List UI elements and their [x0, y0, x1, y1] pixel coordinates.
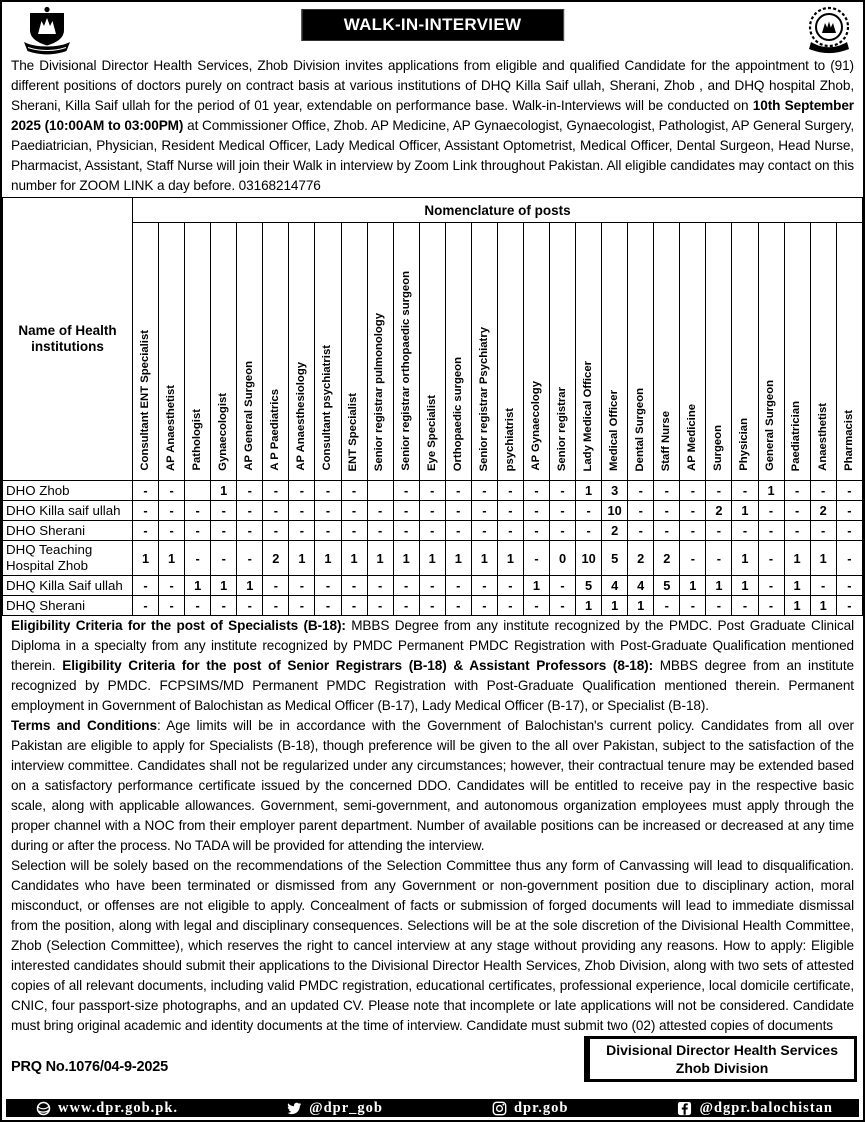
post-column-header — [497, 223, 523, 481]
post-count-cell: - — [497, 521, 523, 541]
institution-name: DHO Killa saif ullah — [3, 501, 133, 521]
post-count-cell: - — [706, 541, 732, 576]
post-count-cell: - — [445, 521, 471, 541]
post-count-cell: - — [836, 521, 862, 541]
post-count-cell: 1 — [185, 576, 211, 596]
post-count-cell: 5 — [602, 541, 628, 576]
post-count-cell: 1 — [732, 541, 758, 576]
post-count-cell: 1 — [445, 541, 471, 576]
post-count-cell: - — [471, 521, 497, 541]
post-count-cell: - — [654, 501, 680, 521]
post-column-header — [706, 223, 732, 481]
post-count-cell: - — [289, 501, 315, 521]
post-column-header — [159, 223, 185, 481]
post-count-cell: - — [680, 501, 706, 521]
post-count-cell: - — [237, 596, 263, 616]
post-count-cell: 2 — [654, 541, 680, 576]
social-bar-item — [36, 1100, 178, 1117]
post-count-cell: 4 — [602, 576, 628, 596]
post-count-cell: - — [419, 576, 445, 596]
signature-line-2: Zhob Division — [675, 1060, 769, 1076]
social-handle: dpr.gob — [513, 1099, 569, 1116]
post-column-header — [550, 223, 576, 481]
government-crest-logo-icon — [16, 6, 78, 61]
post-column-label: Consultant ENT Specialist — [138, 330, 151, 471]
post-count-cell: 1 — [367, 541, 393, 576]
post-count-cell: - — [159, 596, 185, 616]
post-count-cell: - — [784, 501, 810, 521]
institution-name: DHO Zhob — [3, 481, 133, 501]
post-column-label: Anaesthetist — [816, 403, 829, 471]
post-column-label: Pathologist — [191, 409, 203, 471]
facebook-icon — [677, 1101, 692, 1116]
post-count-cell: 1 — [628, 596, 654, 616]
text-run: Selection will be solely based on the recommendations of the Selection Committee thus any form of Canvassing will lead to disqualification. Candidates who have been terminated or dismissed from any Government or non-government position due to disciplinary action, moral misconduct, or offenses are not eligible to apply. Concealment of facts or submission of forged documents will lead to immediate dismissal from the position, along with legal and disciplinary consequences. Selections will be at the sole discretion of the Divisional Health Committee, Zhob (Selection Committee), which reserves the right to cancel interview at any stage without providing any reasons. How to apply: Eligible interested candidates should submit their applications to the Divisional Director Health Services, Zhob Division, along with two sets of attested copies of all relevant documents, including valid PMDC registration, educational certificates, professional experience, local domicile certificate, CNIC, four passport-size photographs, and an updated CV. Please note that incomplete or late applications will not be considered. Candidate must bring original academic and identity documents at the time of interview. Candidate must submit two (02) attested copies of documents — [11, 858, 854, 1033]
post-count-cell: - — [263, 521, 289, 541]
instagram-icon — [492, 1101, 507, 1116]
post-column-header — [185, 223, 211, 481]
post-column-header — [419, 223, 445, 481]
post-count-cell: - — [576, 501, 602, 521]
institution-name: DHQ Killa Saif ullah — [3, 576, 133, 596]
post-count-cell — [367, 481, 393, 501]
post-column-label: Pharmacist — [842, 410, 855, 471]
post-count-cell: - — [289, 576, 315, 596]
post-count-cell: 1 — [211, 576, 237, 596]
post-count-cell: - — [758, 501, 784, 521]
post-count-cell: 1 — [706, 576, 732, 596]
post-count-cell: 5 — [654, 576, 680, 596]
post-count-cell: - — [471, 576, 497, 596]
post-count-cell: - — [680, 481, 706, 501]
post-count-cell: - — [550, 576, 576, 596]
post-count-cell: - — [315, 596, 341, 616]
post-count-cell: - — [445, 596, 471, 616]
table-row — [3, 521, 863, 541]
bold-run: 10th September 2025 (10:00AM to 03:00PM) — [11, 98, 854, 133]
post-count-cell: 1 — [419, 541, 445, 576]
social-handle: @dpr_gob — [309, 1099, 383, 1116]
post-count-cell: - — [471, 501, 497, 521]
post-column-header — [289, 223, 315, 481]
table-row — [3, 541, 863, 576]
post-count-cell: - — [341, 501, 367, 521]
bold-run: Terms and Conditions — [11, 718, 157, 733]
post-count-cell: - — [523, 521, 549, 541]
post-count-cell: - — [523, 596, 549, 616]
institution-name: DHQ Sherani — [3, 596, 133, 616]
post-column-label: ENT Specialist — [347, 392, 360, 471]
post-count-cell: 2 — [263, 541, 289, 576]
post-count-cell: - — [836, 501, 862, 521]
post-count-cell: - — [159, 481, 185, 501]
post-count-cell: - — [628, 481, 654, 501]
post-count-cell: - — [393, 576, 419, 596]
post-count-cell: - — [680, 541, 706, 576]
table-row — [3, 596, 863, 616]
post-count-cell: - — [706, 596, 732, 616]
post-column-label: A P Paediatrics — [269, 389, 282, 471]
post-column-label: Medical Officer — [608, 390, 620, 471]
post-count-cell: 1 — [341, 541, 367, 576]
post-count-cell: 5 — [576, 576, 602, 596]
post-count-cell: 1 — [576, 596, 602, 616]
terms-paragraph — [2, 716, 863, 856]
post-count-cell: 1 — [576, 481, 602, 501]
globe-icon — [36, 1101, 51, 1116]
post-count-cell: - — [185, 596, 211, 616]
post-count-cell: - — [237, 501, 263, 521]
table-row — [3, 481, 863, 501]
post-count-cell: 1 — [732, 576, 758, 596]
post-count-cell: 2 — [810, 501, 836, 521]
post-column-header — [237, 223, 263, 481]
post-count-cell: - — [445, 576, 471, 596]
post-count-cell: - — [680, 521, 706, 541]
post-column-label: AP Gynaecology — [529, 381, 542, 471]
post-count-cell: - — [289, 481, 315, 501]
bold-run: Eligibility Criteria for the post of Senior Registrars (B-18) & Assistant Professors (8-18): — [62, 658, 654, 673]
post-count-cell: - — [419, 521, 445, 541]
post-count-cell: - — [550, 501, 576, 521]
post-count-cell: - — [758, 576, 784, 596]
post-count-cell: - — [523, 481, 549, 501]
post-count-cell: - — [263, 481, 289, 501]
post-count-cell: - — [497, 576, 523, 596]
post-count-cell: - — [654, 521, 680, 541]
post-column-label: AP Anaesthesiology — [295, 362, 308, 471]
post-column-label: Dental Surgeon — [634, 387, 647, 471]
social-bar-item — [677, 1100, 833, 1117]
post-count-cell: 1 — [784, 576, 810, 596]
post-column-label: Surgeon — [712, 425, 725, 471]
post-count-cell: - — [784, 481, 810, 501]
post-count-cell — [185, 481, 211, 501]
post-column-label: Staff Nurse — [660, 410, 673, 471]
post-count-cell: - — [471, 596, 497, 616]
prq-number: PRQ No.1076/04-9-2025 — [11, 1059, 168, 1075]
post-count-cell: - — [654, 596, 680, 616]
posts-table — [2, 197, 863, 616]
post-count-cell: 1 — [211, 481, 237, 501]
post-count-cell: 1 — [237, 576, 263, 596]
post-count-cell: - — [810, 521, 836, 541]
post-count-cell: - — [185, 521, 211, 541]
post-count-cell: - — [628, 521, 654, 541]
institution-name: DHQ Teaching Hospital Zhob — [3, 541, 133, 576]
post-count-cell: - — [133, 481, 159, 501]
twitter-icon — [287, 1101, 302, 1116]
social-bar-item — [287, 1100, 383, 1117]
post-count-cell: - — [732, 521, 758, 541]
header — [2, 2, 863, 56]
post-count-cell: - — [211, 521, 237, 541]
footer — [2, 1036, 863, 1082]
post-column-header — [393, 223, 419, 481]
post-count-cell: - — [810, 481, 836, 501]
post-count-cell: 2 — [706, 501, 732, 521]
post-count-cell: 1 — [732, 501, 758, 521]
post-count-cell: 1 — [810, 596, 836, 616]
post-column-header — [576, 223, 602, 481]
post-count-cell: 1 — [159, 541, 185, 576]
post-count-cell: - — [810, 576, 836, 596]
post-column-label: AP Anaesthetist — [164, 384, 177, 471]
post-count-cell: 4 — [628, 576, 654, 596]
post-count-cell: 1 — [133, 541, 159, 576]
post-column-label: Eye Specialist — [425, 395, 438, 471]
post-count-cell: - — [315, 521, 341, 541]
post-count-cell: - — [315, 481, 341, 501]
post-column-label: Paediatrician — [790, 400, 803, 471]
post-count-cell: - — [523, 541, 549, 576]
post-count-cell: - — [550, 481, 576, 501]
post-count-cell: - — [419, 501, 445, 521]
post-count-cell: - — [159, 501, 185, 521]
post-count-cell: - — [263, 501, 289, 521]
post-count-cell: - — [836, 576, 862, 596]
post-count-cell: - — [263, 596, 289, 616]
post-column-header — [784, 223, 810, 481]
post-count-cell: - — [367, 576, 393, 596]
post-count-cell: 2 — [602, 521, 628, 541]
post-count-cell: - — [654, 481, 680, 501]
post-column-header — [654, 223, 680, 481]
signature-line-1: Divisional Director Health Services — [606, 1042, 838, 1058]
bold-run: Eligibility Criteria for the post of Specialists (B-18): — [11, 618, 346, 633]
post-count-cell: - — [367, 501, 393, 521]
post-column-header — [263, 223, 289, 481]
post-count-cell: - — [576, 521, 602, 541]
post-count-cell: 2 — [628, 541, 654, 576]
post-count-cell: - — [133, 521, 159, 541]
post-count-cell: - — [836, 541, 862, 576]
post-count-cell: - — [263, 576, 289, 596]
post-count-cell: - — [393, 596, 419, 616]
text-run: at Commissioner Office, Zhob. AP Medicine, AP Gynaecologist, Gynaecologist, Pathologist, AP General Surgery, Paediatrician, Physician, Resident Medical Officer, Lady Medical Officer, Assistant Optometrist, Medical Officer, Dental Surgeon, Head Nurse, Pharmacist, Assistant, Staff Nurse will join their Walk in interview by Zoom Link throughout Pakistan. All eligible candidates may contact on this number for ZOOM LINK a day before. 03168214776 — [11, 118, 855, 193]
nomenclature-header: Nomenclature of posts — [133, 198, 863, 223]
post-count-cell: - — [471, 481, 497, 501]
post-column-label: Gynaecologist — [217, 393, 230, 471]
post-column-header — [758, 223, 784, 481]
post-count-cell: - — [133, 501, 159, 521]
post-column-label: AP Medicine — [686, 404, 699, 471]
post-count-cell: - — [550, 596, 576, 616]
post-column-header — [602, 223, 628, 481]
post-count-cell: - — [289, 596, 315, 616]
post-count-cell: - — [393, 481, 419, 501]
selection-paragraph — [2, 856, 863, 1036]
post-count-cell: - — [497, 501, 523, 521]
post-count-cell: 10 — [602, 501, 628, 521]
post-count-cell: - — [419, 596, 445, 616]
post-column-header — [523, 223, 549, 481]
post-count-cell: - — [758, 541, 784, 576]
post-count-cell: - — [185, 541, 211, 576]
post-count-cell: 1 — [602, 596, 628, 616]
table-row — [3, 576, 863, 596]
post-count-cell: 1 — [393, 541, 419, 576]
post-count-cell: - — [628, 501, 654, 521]
post-count-cell: 10 — [576, 541, 602, 576]
post-count-cell: 1 — [784, 541, 810, 576]
intro-paragraph — [2, 56, 863, 197]
text-run: MBBS Degree from any institute recognized by the PMDC. Post Graduate Clinical Diploma in a specialty from any institute recognized by PMDC Permanent PMDC Registration with Post-Graduate Qualification mentioned therein. — [11, 618, 854, 673]
post-column-header — [211, 223, 237, 481]
post-column-label: Consultant psychiatrist — [321, 345, 334, 471]
post-count-cell: 0 — [550, 541, 576, 576]
post-count-cell: - — [341, 521, 367, 541]
post-column-label: General Surgeon — [764, 379, 777, 471]
post-count-cell: - — [497, 481, 523, 501]
text-run: The Divisional Director Health Services, Zhob Division invites applications from eligible and qualified Candidate for the appointment to (91) different positions of doctors purely on contract basis at various institutions of DHQ Killa Saif ullah, Sherani, Zhob , and DHQ hospital Zhob, Sherani, Killa Saif ullah for the period of 01 year, extendable on performance base. Walk-in-Interviews will be conducted on — [11, 58, 854, 113]
post-count-cell: - — [133, 596, 159, 616]
post-column-label: Senior registrar orthopaedic surgeon — [399, 271, 412, 471]
post-count-cell: - — [341, 576, 367, 596]
post-count-cell: - — [836, 481, 862, 501]
post-count-cell: 1 — [523, 576, 549, 596]
social-handle: www.dpr.gob.pk. — [58, 1099, 179, 1116]
post-count-cell: - — [732, 481, 758, 501]
post-count-cell: - — [680, 596, 706, 616]
post-count-cell: - — [237, 521, 263, 541]
post-column-label: Orthopaedic surgeon — [451, 356, 464, 471]
post-column-header — [445, 223, 471, 481]
text-run: MBBS degree from an institute recognized by PMDC. FCPSIMS/MD Permanent PMDC Registration with Post-Graduate Qualification mentioned therein. Permanent employment in Government of Balochistan as Medical Officer (B-17), Lady Medical Officer (B-17), or Specialist (B-18). — [11, 658, 854, 713]
post-count-cell: 1 — [810, 541, 836, 576]
post-column-header — [367, 223, 393, 481]
post-column-header — [628, 223, 654, 481]
post-count-cell: - — [445, 501, 471, 521]
post-column-header — [341, 223, 367, 481]
post-count-cell: - — [367, 521, 393, 541]
post-count-cell: - — [706, 481, 732, 501]
post-count-cell: - — [341, 596, 367, 616]
post-count-cell: - — [393, 521, 419, 541]
post-count-cell: - — [159, 576, 185, 596]
post-count-cell: - — [706, 521, 732, 541]
post-column-label: Physician — [738, 418, 751, 471]
post-count-cell: - — [289, 521, 315, 541]
post-column-header — [810, 223, 836, 481]
post-count-cell: 1 — [315, 541, 341, 576]
post-count-cell: - — [211, 596, 237, 616]
post-column-header — [133, 223, 159, 481]
post-column-label: AP General Surgeon — [243, 361, 256, 471]
post-count-cell: 1 — [680, 576, 706, 596]
post-count-cell: - — [211, 541, 237, 576]
balochistan-emblem-logo-icon — [801, 6, 857, 63]
post-column-header — [836, 223, 862, 481]
post-count-cell: - — [315, 501, 341, 521]
post-count-cell: - — [367, 596, 393, 616]
post-count-cell: - — [159, 521, 185, 541]
social-media-bar — [6, 1099, 859, 1117]
post-count-cell: - — [211, 501, 237, 521]
post-count-cell: - — [237, 481, 263, 501]
post-column-header — [315, 223, 341, 481]
title-text: WALK-IN-INTERVIEW — [343, 15, 522, 34]
post-column-label: Senior registrar Psychiatry — [477, 326, 490, 471]
post-column-label: Senior registrar — [555, 386, 568, 471]
post-column-label: Lady Medical Officer — [581, 360, 594, 471]
post-count-cell: - — [550, 521, 576, 541]
post-column-header — [732, 223, 758, 481]
post-count-cell: - — [133, 576, 159, 596]
title-bar — [302, 10, 564, 40]
post-count-cell: 1 — [758, 481, 784, 501]
eligibility-paragraph — [2, 616, 863, 716]
post-column-label: Senior registrar pulmonology — [373, 312, 386, 471]
post-count-cell: - — [732, 596, 758, 616]
post-count-cell: 3 — [602, 481, 628, 501]
institution-name: DHO Sherani — [3, 521, 133, 541]
post-column-header — [680, 223, 706, 481]
signature-box — [587, 1036, 857, 1082]
post-count-cell: - — [758, 521, 784, 541]
corner-header: Name of Health institutions — [3, 198, 133, 481]
post-count-cell: - — [341, 481, 367, 501]
post-count-cell: - — [445, 481, 471, 501]
post-count-cell: - — [419, 481, 445, 501]
social-bar-item — [492, 1100, 568, 1117]
post-column-label: psychiatrist — [503, 407, 516, 471]
social-handle: @dgpr.balochistan — [699, 1099, 833, 1116]
post-count-cell: - — [185, 501, 211, 521]
post-count-cell: 1 — [784, 596, 810, 616]
post-count-cell: - — [237, 541, 263, 576]
text-run: : Age limits will be in accordance with the Government of Balochistan's current policy. Candidates from all over Pakistan are eligible to apply for Specialists (B-18), though preference will be given to the all over Pakistan, subject to the satisfaction of the interview committee. Candidates shall not be regularized under any circumstances; however, their contractual tenure may be extended based on a satisfactory performance certificate issued by the concerned DDO. Candidates will be entitled to receive pay in the respective basic scale, along with applicable allowances. Government, semi-government, and autonomous organization employees must apply through the proper channel with a NOC from their employer parent department. Number of available positions can be increased or decreased at any time during or after the process. No TADA will be provided for attending the interview. — [11, 718, 854, 853]
post-count-cell: - — [758, 596, 784, 616]
post-count-cell: 1 — [497, 541, 523, 576]
post-column-header — [471, 223, 497, 481]
post-count-cell: - — [393, 501, 419, 521]
post-count-cell: - — [784, 521, 810, 541]
post-count-cell: - — [497, 596, 523, 616]
table-row — [3, 501, 863, 521]
post-count-cell: 1 — [289, 541, 315, 576]
post-count-cell: 1 — [471, 541, 497, 576]
post-count-cell: - — [523, 501, 549, 521]
post-count-cell: - — [315, 576, 341, 596]
post-count-cell: - — [836, 596, 862, 616]
